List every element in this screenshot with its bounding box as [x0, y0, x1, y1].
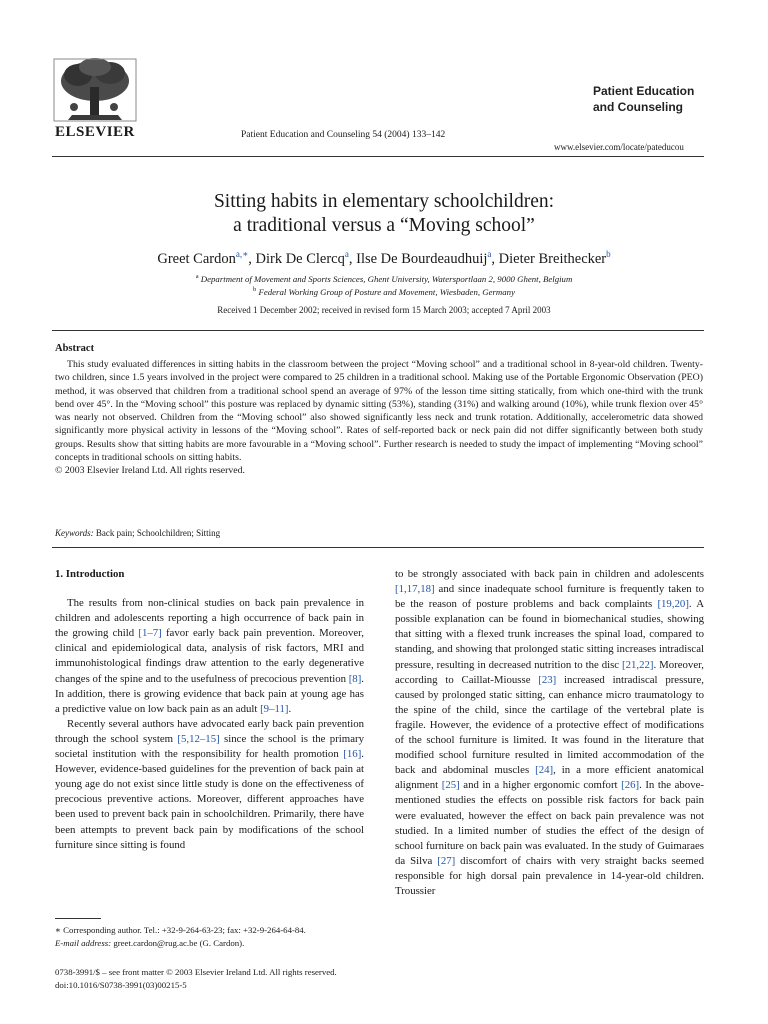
paragraph [55, 717, 364, 853]
email-line: E-mail address: greet.cardon@rug.ac.be (G. Cardon). [55, 937, 245, 948]
citation-link[interactable]: [27] [437, 854, 456, 867]
citation-link[interactable]: [21,22] [622, 658, 654, 671]
author: Greet Cardon [157, 250, 236, 267]
abstract-heading: Abstract [55, 343, 95, 354]
issn-line: 0738-3991/$ – see front matter © 2003 Elsevier Ireland Ltd. All rights reserved. [55, 967, 337, 977]
text-run: and in a higher ergonomic comfort [459, 779, 622, 792]
author: Ilse De Bourdeaudhuij [356, 250, 488, 267]
author: Dirk De Clercq [255, 250, 345, 267]
article-title [0, 190, 768, 238]
citation-link[interactable]: [25] [441, 779, 460, 792]
title-divider [52, 330, 704, 331]
left-column [55, 567, 364, 853]
author-mark[interactable]: b [606, 249, 611, 259]
citation-link[interactable]: [5,12–15] [177, 732, 220, 745]
text-run: to be strongly associated with back pain in children and adolescents [395, 568, 704, 580]
email-link[interactable]: greet.cardon@rug.ac.be (G. Cardon). [113, 937, 245, 948]
text-run: . Moreover, according to Caillat-Miousse [395, 658, 704, 686]
page-footer [55, 966, 337, 992]
text-run: The results from non-clinical studies on back pain prevalence in children and adolescents reporting a high occurrence of back pain in the growing child [55, 597, 364, 640]
journal-name-line1: Patient Education [593, 84, 695, 98]
text-run: . In addition, there is growing evidence that back pain at young age has a predictive value on low back pain as an adult [55, 672, 364, 715]
right-column [395, 567, 704, 899]
paragraph [55, 596, 364, 717]
text-run: and since inadequate school furniture is frequently taken to be the reason of posture problems and back complaints [395, 583, 704, 611]
citation-link[interactable]: [1,17,18] [395, 583, 435, 596]
header-divider [52, 156, 704, 157]
citation-link[interactable]: [23] [538, 673, 557, 686]
text-run: favor early back pain prevention. Moreover, clinical and epidemiological data, analysis of risk factors, MRI and immunohistological findings draw attention to the early degenerative changes of the spine and to the usefulness of precocious prevention [55, 627, 364, 685]
journal-name [593, 83, 694, 115]
abstract-body [55, 358, 703, 478]
citation-link[interactable]: [1–7] [138, 627, 162, 640]
abstract-copyright: © 2003 Elsevier Ireland Ltd. All rights reserved. [55, 465, 245, 477]
abstract-divider [52, 547, 704, 548]
abstract-text: This study evaluated differences in sitting habits in the classroom between the project “Moving school” and a traditional school in 8-year-old children. Twenty-two children, since 1.5 years involved in the project were compared to 25 children in a traditional school. Making use of the Portable Ergonomic Observation (PEO) method, it was observed that children from a traditional school spend an average of 97% of the lesson time sitting statically, from which one-third with the trunk bend over 45°. In the “Moving school” this posture was replaced by dynamic sitting (53%), standing (31%) and walking around (10%), while trunk flexion over 45° was nearly not observed. Children from the “Moving school” also showed significantly less neck and trunk rotation. Additionally, accelerometric data showed significantly more physical activity in lessons of the “Moving school”. Rates of self-reported back or neck pain did not differ significantly between both study groups. Results show that sitting habits are more favourable in a “Moving school”. Further research is needed to study the impact of implementing “Moving school” concepts in traditional schools on sitting habits. [55, 359, 703, 464]
affiliation-b: $^b$ Federal Working Group of Posture and Movement, Wiesbaden, Germany [253, 286, 515, 297]
text-run: , in a more efficient anatomical alignment [395, 764, 704, 792]
author-mark[interactable]: a,∗ [235, 249, 249, 259]
section-heading: 1. Introduction [55, 568, 125, 580]
citation-link[interactable]: [19,20] [657, 598, 689, 611]
text-run: increased intradiscal pressure, caused by prolonged static sitting, can enhance micro traumatology to the spine of the child, since the cartilage of the vertebral plate is fragile. However, the evidence of a protective effect of modifications of the school furniture is limited. It was found in the literature that modified school furniture resulted in limited accommodation of the back and abdominal muscles [395, 673, 704, 777]
text-run: . However, evidence-based guidelines for the prevention of back pain at young age do not exist since little study is done on the effectiveness of precocious preventive actions. Moreover, different approaches have been used to prevent back pain in schoolchildren. Primarily, there have been attempts to prevent back pain by modifications of the school furniture since sitting is found [55, 748, 364, 851]
journal-reference: Patient Education and Counseling 54 (2004) 133–142 [241, 130, 446, 140]
doi-line[interactable]: doi:10.1016/S0738-3991(03)00215-5 [55, 980, 187, 990]
keywords [55, 528, 220, 538]
citation-link[interactable]: [9–11] [260, 702, 289, 715]
author: Dieter Breithecker [498, 250, 607, 267]
corresponding-author: ∗ Corresponding author. Tel.: +32-9-264-63-23; fax: +32-9-264-64-84. [55, 925, 306, 935]
citation-link[interactable]: [16] [343, 748, 362, 761]
keywords-label: Keywords: [55, 528, 94, 538]
author-mark[interactable]: a [344, 249, 349, 259]
paragraph [395, 567, 704, 899]
citation-link[interactable]: [26] [621, 779, 640, 792]
journal-url[interactable]: www.elsevier.com/locate/pateducou [554, 142, 684, 152]
text-run: Recently several authors have advocated early back pain prevention through the school system [55, 717, 364, 745]
title-line1: Sitting habits in elementary schoolchildren: [213, 191, 555, 212]
publisher-name: ELSEVIER [55, 124, 135, 140]
text-run: . In the above-mentioned studies the effects on possible risk factors for back pain were evaluated, however the effect on back pain prevalence was not studied. In a limited number of studies the effect of the design of school furniture on back pain was evaluated. In the study of Guimaraes da Silva [395, 779, 704, 867]
text-run: since the school is the primary societal institution with the responsibility for health promotion [55, 732, 364, 761]
citation-link[interactable]: [24] [535, 764, 554, 777]
text-run: . A possible explanation can be found in biomechanical studies, showing that sitting with a flexed trunk increases the spinal load, compared to standing, and showing that prolonged static sitting increases intradiscal pressure, resulting in decreased nutrition to the disc [395, 598, 704, 671]
footnote-divider [55, 918, 101, 919]
text-run: discomfort of chairs with very straight backs seemed responsible for high dorsal pain prevalence in 14-year-old children. Troussier [395, 854, 704, 897]
keywords-text: Back pain; Schoolchildren; Sitting [95, 528, 221, 538]
affiliation-a: $^a$ Department of Movement and Sports Sciences, Ghent University, Watersportlaan 2, 9000 Ghent, Belgium [195, 273, 573, 284]
footnote [55, 924, 375, 949]
author-list: Greet Cardon$^{a,∗}$, Dirk De Clercq$^a$, Ilse De Bourdeaudhuij$^a$, Dieter Breithecker$^b$ [157, 249, 611, 267]
received-dates: Received 1 December 2002; received in revised form 15 March 2003; accepted 7 April 2003 [217, 305, 551, 315]
text-run: . [288, 702, 292, 715]
title-line2: a traditional versus a “Moving school” [233, 215, 535, 236]
author-mark[interactable]: a [487, 249, 492, 259]
journal-name-line2: and Counseling [593, 100, 683, 114]
citation-link[interactable]: [8] [348, 672, 362, 685]
